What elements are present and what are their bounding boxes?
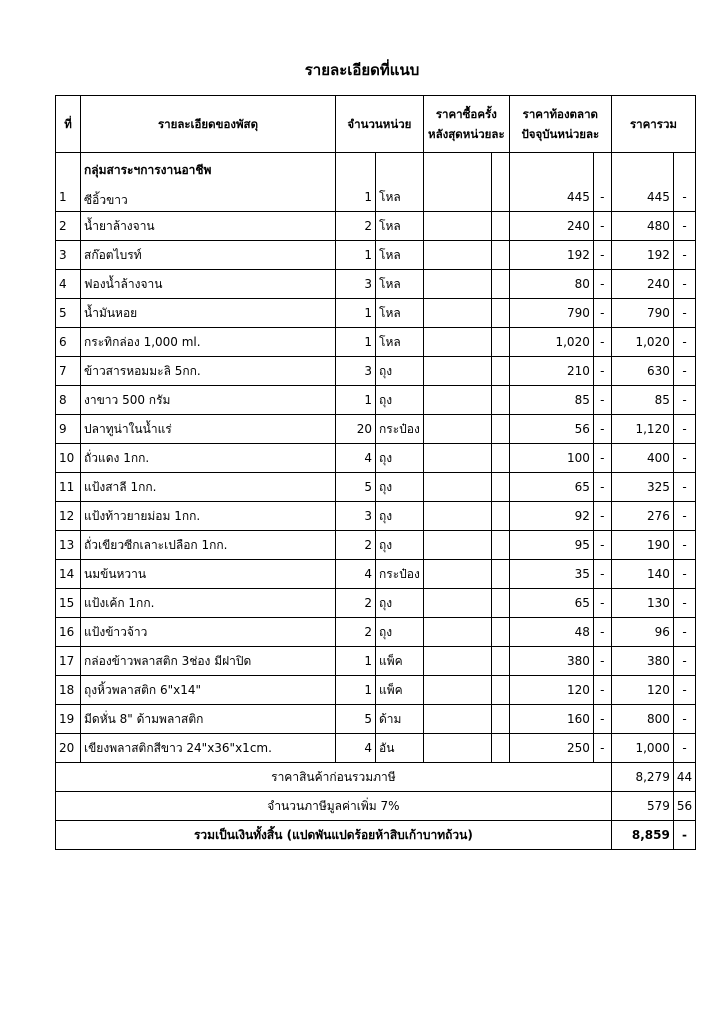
total-price-satang: - [673,647,695,676]
row-number: 12 [56,502,81,531]
market-price-satang: - [593,473,611,502]
market-price-satang: - [593,241,611,270]
last-price [423,589,491,618]
quantity: 2 [336,618,376,647]
table-row [56,357,696,386]
summary-value: 8,859 [611,821,673,850]
table-row [56,212,696,241]
table-row [56,531,696,560]
market-price: 192 [509,241,593,270]
last-price [423,560,491,589]
quantity: 2 [336,531,376,560]
total-price-satang: - [673,357,695,386]
item-cell [81,153,336,212]
table-row [56,589,696,618]
last-price-satang [491,328,509,357]
market-price: 100 [509,444,593,473]
unit: ถุง [376,444,424,473]
unit: ถุง [376,357,424,386]
unit: แพ็ค [376,647,424,676]
market-price-satang: - [593,647,611,676]
table-row [56,473,696,502]
unit: แพ็ค [376,676,424,705]
total-price: 1,120 [611,415,673,444]
market-price: 250 [509,734,593,763]
unit: โหล [376,299,424,328]
total-price-satang: - [673,270,695,299]
market-price-satang: - [593,270,611,299]
market-price-satang: - [593,153,611,212]
market-price-satang: - [593,560,611,589]
item-name: แป้งสาลี 1กก. [81,473,336,502]
row-number: 17 [56,647,81,676]
table-row [56,618,696,647]
market-price: 1,020 [509,328,593,357]
market-price: 80 [509,270,593,299]
row-number: 18 [56,676,81,705]
total-price-satang: - [673,676,695,705]
total-price: 85 [611,386,673,415]
total-price-satang: - [673,705,695,734]
total-price: 380 [611,647,673,676]
last-price-satang [491,589,509,618]
item-name: มีดหั่น 8" ด้ามพลาสติก [81,705,336,734]
items-body [56,153,696,850]
row-number: 9 [56,415,81,444]
table-row [56,270,696,299]
market-price-satang: - [593,589,611,618]
total-price: 800 [611,705,673,734]
last-price [423,153,491,212]
item-name: ถั่วแดง 1กก. [81,444,336,473]
table-row [56,153,696,212]
document-title: รายละเอียดที่แนบ [304,61,420,79]
total-price: 400 [611,444,673,473]
last-price-satang [491,676,509,705]
item-name: ถั่วเขียวซีกเลาะเปลือก 1กก. [81,531,336,560]
market-price: 65 [509,473,593,502]
last-price-satang [491,153,509,212]
table-row [56,241,696,270]
header-row [56,96,696,153]
row-number: 16 [56,618,81,647]
last-price-satang [491,560,509,589]
unit: โหล [376,328,424,357]
total-price: 445 [611,153,673,212]
market-price-satang: - [593,531,611,560]
market-price: 240 [509,212,593,241]
unit: โหล [376,270,424,299]
market-price-satang: - [593,357,611,386]
row-number: 3 [56,241,81,270]
market-price-satang: - [593,705,611,734]
last-price [423,386,491,415]
table-row [56,560,696,589]
table-row [56,734,696,763]
market-price-satang: - [593,212,611,241]
group-label: กลุ่มสาระฯการงานอาชีพ [84,163,212,177]
total-price: 192 [611,241,673,270]
market-price: 48 [509,618,593,647]
item-name: แป้งเค้ก 1กก. [81,589,336,618]
market-price-satang: - [593,386,611,415]
market-price: 380 [509,647,593,676]
summary-satang: 44 [673,763,695,792]
market-price: 35 [509,560,593,589]
summary-value: 579 [611,792,673,821]
row-number: 10 [56,444,81,473]
total-price: 790 [611,299,673,328]
last-price [423,618,491,647]
last-price-satang [491,444,509,473]
unit: กระป๋อง [376,415,424,444]
market-price: 120 [509,676,593,705]
unit: ถุง [376,502,424,531]
unit: ถุง [376,618,424,647]
table-row [56,386,696,415]
market-price: 56 [509,415,593,444]
total-price: 240 [611,270,673,299]
total-price: 140 [611,560,673,589]
row-number: 4 [56,270,81,299]
summary-label: รวมเป็นเงินทั้งสิ้น (แปดพันแปดร้อยห้าสิบเก้าบาทถ้วน) [56,821,612,850]
unit: ด้าม [376,705,424,734]
summary-label: จำนวนภาษีมูลค่าเพิ่ม 7% [56,792,612,821]
total-price-satang: - [673,734,695,763]
row-number: 14 [56,560,81,589]
total-price: 480 [611,212,673,241]
total-price-satang: - [673,415,695,444]
last-price [423,328,491,357]
item-name: ข้าวสารหอมมะลิ 5กก. [81,357,336,386]
header-market-price: ราคาท้องตลาด ปัจจุบันหน่วยละ [509,96,611,153]
row-number: 6 [56,328,81,357]
item-name: แป้งท้าวยายม่อม 1กก. [81,502,336,531]
last-price-satang [491,270,509,299]
last-price [423,473,491,502]
last-price [423,734,491,763]
total-price-satang: - [673,589,695,618]
row-number: 13 [56,531,81,560]
header-total: ราคารวม [611,96,695,153]
unit: ถุง [376,473,424,502]
market-price-satang: - [593,328,611,357]
last-price [423,676,491,705]
quantity: 1 [336,328,376,357]
item-name: แป้งข้าวจ้าว [81,618,336,647]
row-number: 7 [56,357,81,386]
total-price-satang: - [673,473,695,502]
total-price-satang: - [673,444,695,473]
table-row [56,328,696,357]
last-price-satang [491,531,509,560]
items-table [55,95,696,850]
quantity: 1 [336,647,376,676]
row-number: 15 [56,589,81,618]
last-price [423,212,491,241]
table-row [56,502,696,531]
total-price-satang: - [673,241,695,270]
summary-satang: - [673,821,695,850]
last-price [423,357,491,386]
summary-satang: 56 [673,792,695,821]
total-price: 1,000 [611,734,673,763]
quantity: 4 [336,734,376,763]
total-price: 1,020 [611,328,673,357]
total-price-satang: - [673,299,695,328]
last-price [423,647,491,676]
last-price [423,531,491,560]
last-price [423,705,491,734]
total-price-satang: - [673,153,695,212]
item-name: ซีอิ้วขาว [84,193,128,207]
unit: อัน [376,734,424,763]
last-price-satang [491,618,509,647]
row-number: 8 [56,386,81,415]
market-price: 92 [509,502,593,531]
row-number: 11 [56,473,81,502]
last-price-satang [491,647,509,676]
unit: ถุง [376,531,424,560]
total-price: 190 [611,531,673,560]
last-price-satang [491,473,509,502]
market-price-satang: - [593,299,611,328]
market-price-satang: - [593,415,611,444]
total-price: 630 [611,357,673,386]
item-name: งาขาว 500 กรัม [81,386,336,415]
last-price [423,502,491,531]
last-price [423,444,491,473]
table-row [56,676,696,705]
unit: โหล [376,153,424,212]
quantity: 3 [336,502,376,531]
market-price: 65 [509,589,593,618]
total-price-satang: - [673,386,695,415]
summary-row [56,763,696,792]
market-price-satang: - [593,618,611,647]
quantity: 3 [336,357,376,386]
item-name: ฟองน้ำล้างจาน [81,270,336,299]
quantity: 5 [336,705,376,734]
table-row [56,705,696,734]
summary-value: 8,279 [611,763,673,792]
quantity: 5 [336,473,376,502]
table-row [56,415,696,444]
quantity: 2 [336,212,376,241]
total-price-satang: - [673,502,695,531]
row-number: 20 [56,734,81,763]
quantity: 2 [336,589,376,618]
row-number: 2 [56,212,81,241]
summary-row [56,821,696,850]
table-row [56,444,696,473]
unit: ถุง [376,386,424,415]
row-number: 1 [56,153,81,212]
quantity: 4 [336,444,376,473]
unit: โหล [376,241,424,270]
last-price [423,270,491,299]
market-price: 95 [509,531,593,560]
unit: ถุง [376,589,424,618]
last-price [423,241,491,270]
last-price-satang [491,357,509,386]
market-price: 210 [509,357,593,386]
total-price: 325 [611,473,673,502]
total-price-satang: - [673,531,695,560]
header-no: ที่ [56,96,81,153]
unit: โหล [376,212,424,241]
total-price: 276 [611,502,673,531]
item-name: นมข้นหวาน [81,560,336,589]
row-number: 19 [56,705,81,734]
total-price: 130 [611,589,673,618]
item-name: กระทิกล่อง 1,000 ml. [81,328,336,357]
summary-row [56,792,696,821]
item-name: น้ำมันหอย [81,299,336,328]
quantity: 1 [336,241,376,270]
total-price-satang: - [673,328,695,357]
total-price-satang: - [673,560,695,589]
last-price-satang [491,415,509,444]
total-price-satang: - [673,212,695,241]
item-name: ถุงหิ้วพลาสติก 6"x14" [81,676,336,705]
quantity: 1 [336,386,376,415]
quantity: 1 [336,676,376,705]
total-price-satang: - [673,618,695,647]
quantity: 1 [336,299,376,328]
item-name: กล่องข้าวพลาสติก 3ช่อง มีฝาปิด [81,647,336,676]
last-price-satang [491,734,509,763]
table-row [56,647,696,676]
last-price-satang [491,299,509,328]
summary-label: ราคาสินค้าก่อนรวมภาษี [56,763,612,792]
last-price-satang [491,241,509,270]
last-price-satang [491,212,509,241]
market-price-satang: - [593,444,611,473]
last-price-satang [491,386,509,415]
item-name: สก๊อตไบรท์ [81,241,336,270]
last-price-satang [491,705,509,734]
total-price: 96 [611,618,673,647]
last-price-satang [491,502,509,531]
item-name: ปลาทูน่าในน้ำแร่ [81,415,336,444]
market-price-satang: - [593,676,611,705]
quantity: 20 [336,415,376,444]
header-qty: จำนวนหน่วย [336,96,424,153]
table-row [56,299,696,328]
last-price [423,299,491,328]
market-price: 85 [509,386,593,415]
unit: กระป๋อง [376,560,424,589]
item-name: น้ำยาล้างจาน [81,212,336,241]
market-price: 790 [509,299,593,328]
total-price: 120 [611,676,673,705]
market-price: 445 [509,153,593,212]
header-item: รายละเอียดของพัสดุ [81,96,336,153]
row-number: 5 [56,299,81,328]
market-price-satang: - [593,502,611,531]
last-price [423,415,491,444]
quantity: 4 [336,560,376,589]
item-name: เขียงพลาสติกสีขาว 24"x36"x1cm. [81,734,336,763]
market-price: 160 [509,705,593,734]
quantity: 3 [336,270,376,299]
market-price-satang: - [593,734,611,763]
quantity: 1 [336,153,376,212]
header-last-price: ราคาซื้อครั้ง หลังสุดหน่วยละ [423,96,509,153]
